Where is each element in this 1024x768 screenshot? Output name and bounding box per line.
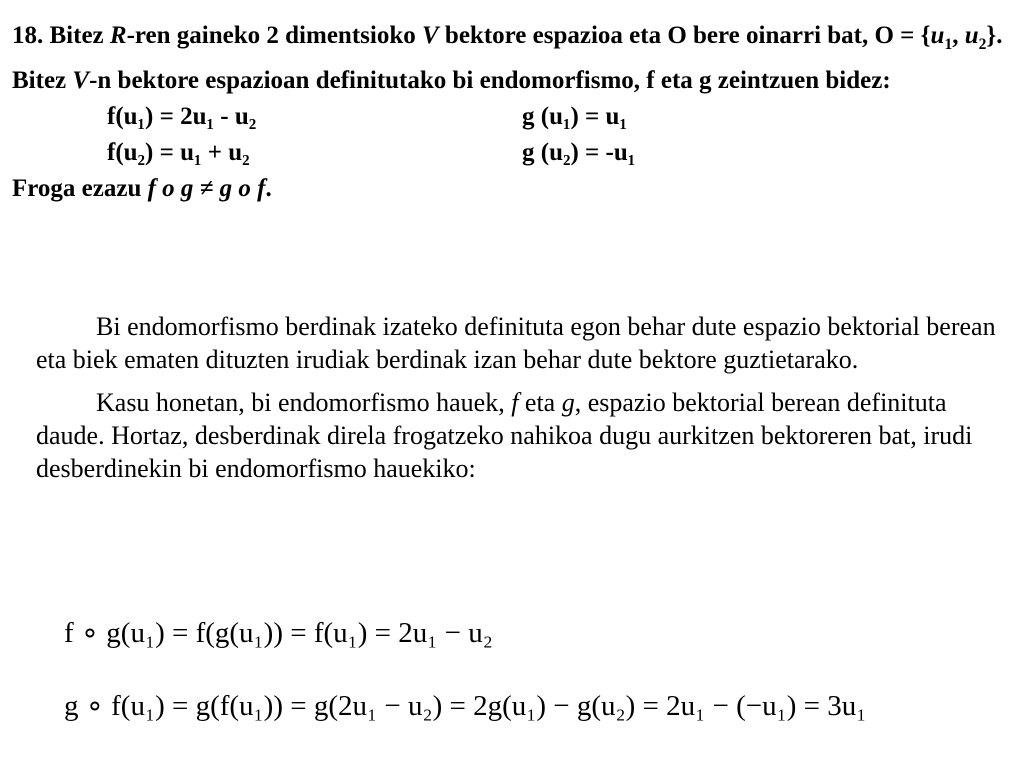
symbol-u: u — [930, 22, 945, 49]
paragraph-text: Kasu honetan, bi endomorfismo hauek, — [96, 388, 512, 417]
prove-text: Froga ezazu — [12, 175, 148, 202]
comma: , — [952, 22, 965, 49]
endomorphism-definitions — [12, 99, 1012, 171]
g-u1-definition: g (u₁) = u₁ — [522, 103, 627, 130]
subscript: 1 — [944, 36, 953, 53]
subscript: 2 — [978, 36, 987, 53]
symbol-V: V — [72, 67, 90, 94]
intro-text: -ren gaineko 2 dimentsioko — [126, 22, 422, 49]
symbol-g: g — [561, 388, 575, 417]
definition-row — [12, 135, 1012, 171]
prove-statement — [12, 171, 1012, 207]
solution-paragraph-2 — [36, 386, 1006, 485]
math-equation-2: g ∘ f(u₁) = g(f(u₁)) = g(2u₁ − u₂) = 2g(u₁) − g(u₂) = 2u₁ − (−u₁) = 3u₁ — [64, 690, 867, 722]
f-u1-definition: f(u₁) = 2u₁ - u₂ — [107, 103, 257, 130]
intro-text: -n bektore espazioan definitutako bi endomorfismo, f eta g zeintzuen bidez: — [89, 67, 891, 94]
problem-statement — [12, 18, 1012, 207]
symbol-R: R — [109, 22, 127, 49]
paragraph-text: eta — [518, 388, 562, 417]
f-u2-definition: f(u₂) = u₁ + u₂ — [107, 139, 250, 166]
intro-text: bektore espazioa eta O bere oinarri bat, O = { — [438, 22, 931, 49]
solution-paragraph-1: Bi endomorfismo berdinak izateko definituta egon behar dute espazio bektorial berean eta biek ematen dituzten irudiak berdinak izan behar dute bektore guztietarako. — [36, 312, 996, 374]
prove-period: . — [265, 175, 272, 202]
symbol-V: V — [421, 22, 439, 49]
symbol-f: f — [511, 388, 519, 417]
math-equation-1: f ∘ g(u₁) = f(g(u₁)) = f(u₁) = 2u₁ − u₂ — [64, 617, 493, 649]
paragraph-text: , espazio bektorial berean definituta daude. Hortaz, desberdinak direla frogatzeko nahikoa dugu aurkitzen bektoreren bat, irudi desberdinekin bi endomorfismo hauekiko: — [36, 388, 973, 483]
definition-row — [12, 99, 1012, 135]
prove-expression: f o g ≠ g o f — [147, 175, 266, 202]
symbol-u: u — [964, 22, 979, 49]
solution-text — [36, 310, 1006, 495]
problem-intro — [12, 18, 1012, 99]
intro-text: 18. Bitez — [12, 22, 110, 49]
intro-text: }. Bitez — [12, 22, 1003, 94]
g-u2-definition: g (u₂) = -u₁ — [522, 139, 636, 166]
